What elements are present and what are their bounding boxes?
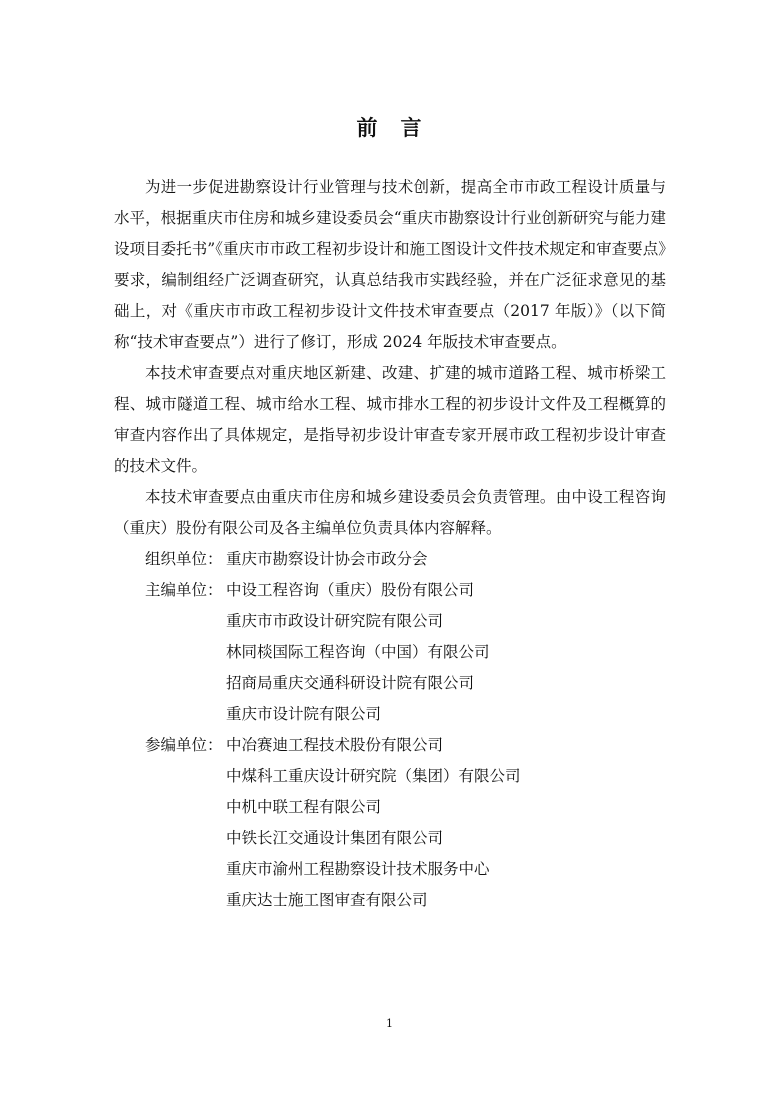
participant-unit: 中机中联工程有限公司 [226,798,382,816]
chief-editor-row [114,606,666,637]
chief-editor-unit: 招商局重庆交通科研设计院有限公司 [226,674,475,692]
participant-unit: 中铁长江交通设计集团有限公司 [226,829,444,847]
chief-editor-unit: 重庆市设计院有限公司 [226,705,382,723]
participant-unit: 重庆市渝州工程勘察设计技术服务中心 [226,860,490,878]
organizer-label: 组织单位： [145,550,223,568]
chief-editor-unit: 重庆市市政设计研究院有限公司 [226,612,444,630]
preface-paragraph-1: 为进一步促进勘察设计行业管理与技术创新，提高全市市政工程设计质量与水平，根据重庆市住房和城乡建设委员会“重庆市勘察设计行业创新研究与能力建设项目委托书”《重庆市市政工程初步设计和施工图设计文件技术规定和审查要点》要求，编制组经广泛调查研究，认真总结我市实践经验，并在广泛征求意见的基础上，对《重庆市市政工程初步设计文件技术审查要点（2017 年版）》（以下简称“技术审查要点”）进行了修订，形成 2024 年版技术审查要点。 [114,178,666,351]
participant-row [114,730,666,761]
chief-editor-row [114,637,666,668]
participants-section [114,730,666,916]
chief-editors-label: 主编单位： [145,581,223,599]
chief-editor-row [114,668,666,699]
participants-label: 参编单位： [145,736,223,754]
participant-row [114,885,666,916]
participant-row [114,854,666,885]
chief-editor-unit: 中设工程咨询（重庆）股份有限公司 [226,581,475,599]
organizer-section [114,544,666,575]
participant-unit: 中冶赛迪工程技术股份有限公司 [226,736,444,754]
organizer-row [114,544,666,575]
participant-unit: 中煤科工重庆设计研究院（集团）有限公司 [226,767,521,785]
participant-row [114,792,666,823]
organizer-unit: 重庆市勘察设计协会市政分会 [226,550,428,568]
chief-editor-row [114,575,666,606]
participant-row [114,823,666,854]
participant-unit: 重庆达士施工图审查有限公司 [226,891,428,909]
chief-editor-unit: 林同棪国际工程咨询（中国）有限公司 [226,643,490,661]
participant-row [114,761,666,792]
page-number: 1 [386,1017,393,1030]
page-title: 前 言 [356,115,423,140]
preface-body [114,172,666,916]
chief-editors-section [114,575,666,730]
chief-editor-row [114,699,666,730]
preface-paragraph-2: 本技术审查要点对重庆地区新建、改建、扩建的城市道路工程、城市桥梁工程、城市隧道工程、城市给水工程、城市排水工程的初步设计文件及工程概算的审查内容作出了具体规定，是指导初步设计审查专家开展市政工程初步设计审查的技术文件。 [114,364,666,475]
preface-paragraph-3: 本技术审查要点由重庆市住房和城乡建设委员会负责管理。由中设工程咨询（重庆）股份有限公司及各主编单位负责具体内容解释。 [114,488,666,537]
